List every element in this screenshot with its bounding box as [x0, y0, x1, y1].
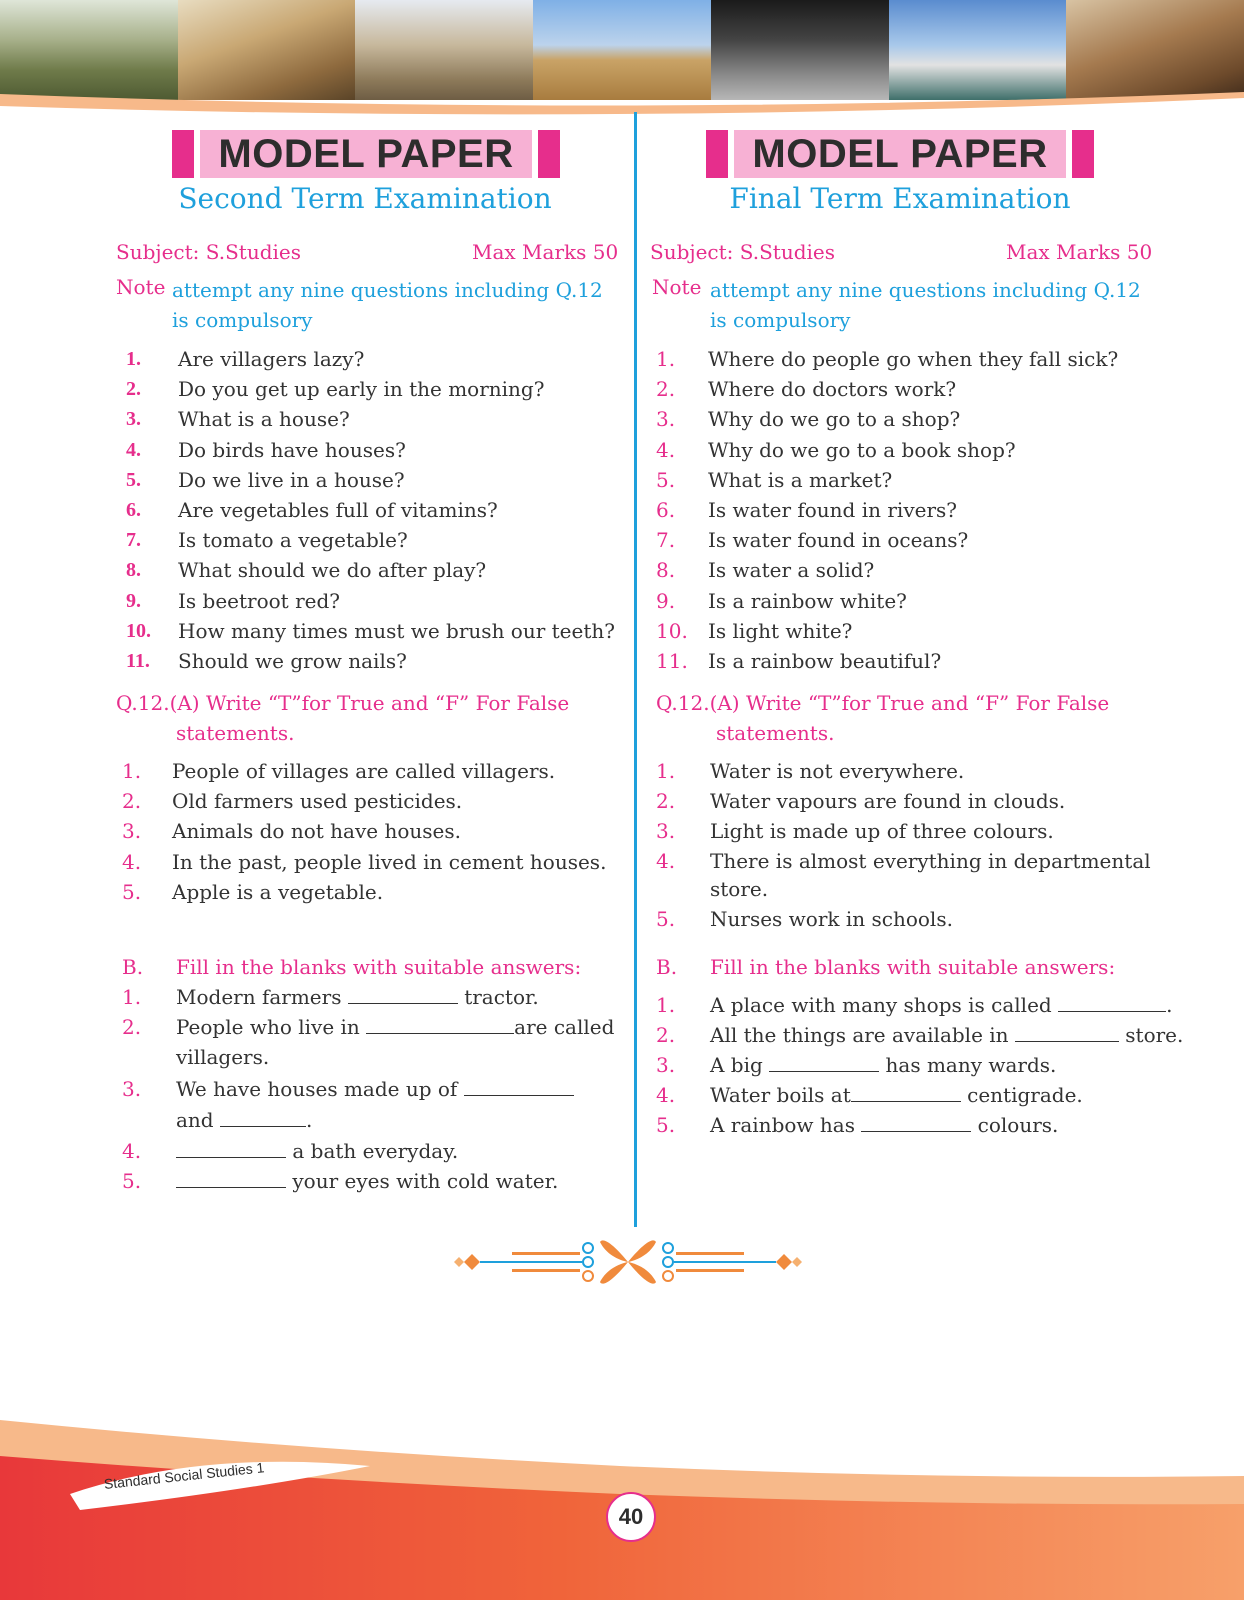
left-tf-list — [122, 756, 622, 907]
left-title: MODEL PAPER — [218, 131, 514, 176]
item-text: How many times must we brush our teeth? — [178, 618, 615, 643]
item-text: Are vegetables full of vitamins? — [178, 497, 498, 522]
list-item — [126, 404, 626, 434]
item-number: 5. — [656, 467, 676, 492]
item-text: What is a market? — [708, 467, 893, 492]
item-number: 3. — [656, 407, 676, 432]
item-text: Is water found in oceans? — [708, 528, 969, 553]
item-number: 5. — [126, 468, 141, 491]
item-number: 3. — [122, 819, 142, 844]
list-item — [122, 786, 622, 816]
item-text: Do we live in a house? — [178, 467, 405, 492]
right-title: MODEL PAPER — [752, 131, 1048, 176]
left-question-list — [126, 344, 626, 676]
item-number: 1. — [656, 347, 676, 371]
list-item — [126, 465, 626, 495]
item-number: 2. — [126, 378, 141, 401]
list-item — [126, 586, 626, 616]
left-b-heading: Fill in the blanks with suitable answers: — [176, 955, 582, 979]
item-number: 8. — [126, 559, 141, 582]
book-name: Standard Social Studies 1 — [103, 1459, 266, 1492]
list-item — [122, 877, 622, 907]
list-item — [656, 616, 1216, 646]
list-item — [656, 495, 1216, 525]
right-b-heading: Fill in the blanks with suitable answers: — [710, 955, 1116, 979]
right-exam-title: Final Term Examination — [729, 182, 1071, 215]
banner-swoosh — [0, 84, 1244, 124]
right-subject: Subject: S.Studies — [650, 240, 836, 264]
item-number: 7. — [126, 529, 141, 552]
left-b-label: B. — [122, 955, 144, 979]
list-item — [656, 435, 1216, 465]
left-note-text: attempt any nine questions including Q.12 is compulsory — [172, 278, 603, 332]
left-subject: Subject: S.Studies — [116, 240, 302, 264]
right-max-marks: Max Marks 50 — [1006, 240, 1153, 264]
item-number: 9. — [126, 589, 141, 612]
right-b-label: B. — [656, 955, 678, 979]
list-item — [656, 586, 1216, 616]
list-item — [656, 404, 1216, 434]
item-text: Should we grow nails? — [178, 648, 407, 673]
left-q12-heading: Q.12.(A) Write “T”for True and “F” For False statements. — [116, 691, 570, 745]
left-exam-title: Second Term Examination — [178, 182, 552, 215]
right-title-box — [706, 130, 1094, 178]
item-text: Is tomato a vegetable? — [178, 528, 408, 553]
item-text: What is a house? — [178, 407, 350, 432]
item-number: 6. — [126, 498, 141, 521]
page-number: 40 — [606, 1492, 656, 1542]
item-number: 4. — [126, 438, 141, 461]
item-text: Are villagers lazy? — [178, 347, 365, 371]
divider-ornament — [450, 1232, 806, 1292]
item-text: Do birds have houses? — [178, 437, 406, 462]
item-number: 5. — [122, 879, 142, 904]
item-text: Is light white? — [708, 618, 853, 643]
item-text: What should we do after play? — [178, 558, 487, 583]
item-number: 8. — [656, 558, 676, 583]
item-number: 11. — [656, 648, 688, 673]
item-text: Do you get up early in the morning? — [178, 377, 545, 402]
right-question-list — [656, 344, 1216, 676]
left-title-box — [172, 130, 560, 178]
item-text: Is water a solid? — [708, 558, 875, 583]
right-note-label: Note — [652, 275, 702, 299]
left-max-marks: Max Marks 50 — [472, 240, 619, 264]
item-number: 11. — [126, 649, 150, 672]
item-number: 9. — [656, 588, 676, 613]
list-item — [656, 555, 1216, 585]
item-text: Why do we go to a book shop? — [708, 437, 1016, 462]
list-item — [656, 465, 1216, 495]
list-item — [656, 646, 1216, 676]
list-item — [126, 344, 626, 374]
item-text: People of villages are called villagers. — [172, 759, 556, 783]
list-item — [656, 344, 1216, 374]
item-number: 3. — [126, 408, 141, 431]
item-text: Is a rainbow beautiful? — [708, 648, 942, 673]
item-number: 7. — [656, 528, 676, 553]
item-number: 10. — [126, 619, 151, 642]
item-number: 2. — [656, 377, 676, 402]
item-text: Where do doctors work? — [708, 377, 957, 402]
list-item — [122, 756, 622, 786]
list-item — [126, 525, 626, 555]
list-item — [122, 816, 622, 846]
list-item — [126, 374, 626, 404]
right-q12-heading: Q.12.(A) Write “T”for True and “F” For False statements. — [656, 691, 1110, 745]
item-number: 6. — [656, 497, 676, 522]
column-divider — [634, 112, 637, 1227]
right-note-text: attempt any nine questions including Q.12 is compulsory — [710, 278, 1141, 332]
item-text: Why do we go to a shop? — [708, 407, 961, 432]
item-number: 1. — [122, 759, 142, 783]
list-item — [126, 435, 626, 465]
list-item — [126, 646, 626, 676]
item-number: 4. — [656, 437, 676, 462]
list-item — [126, 555, 626, 585]
list-item — [126, 616, 626, 646]
item-number: 4. — [122, 849, 142, 874]
list-item — [126, 495, 626, 525]
item-number: 10. — [656, 618, 688, 643]
item-text: Apple is a vegetable. — [172, 879, 384, 904]
left-note-label: Note — [116, 275, 166, 299]
list-item — [656, 525, 1216, 555]
item-text: Old farmers used pesticides. — [172, 789, 463, 814]
item-text: Is beetroot red? — [178, 588, 340, 613]
list-item — [656, 374, 1216, 404]
list-item — [122, 847, 622, 877]
item-text: Animals do not have houses. — [172, 819, 461, 844]
item-text: Is water found in rivers? — [708, 497, 957, 522]
item-text: In the past, people lived in cement houses. — [172, 849, 607, 874]
item-text: Where do people go when they fall sick? — [708, 347, 1119, 371]
item-number: 2. — [122, 789, 142, 814]
item-number: 1. — [126, 348, 141, 370]
item-text: Is a rainbow white? — [708, 588, 907, 613]
